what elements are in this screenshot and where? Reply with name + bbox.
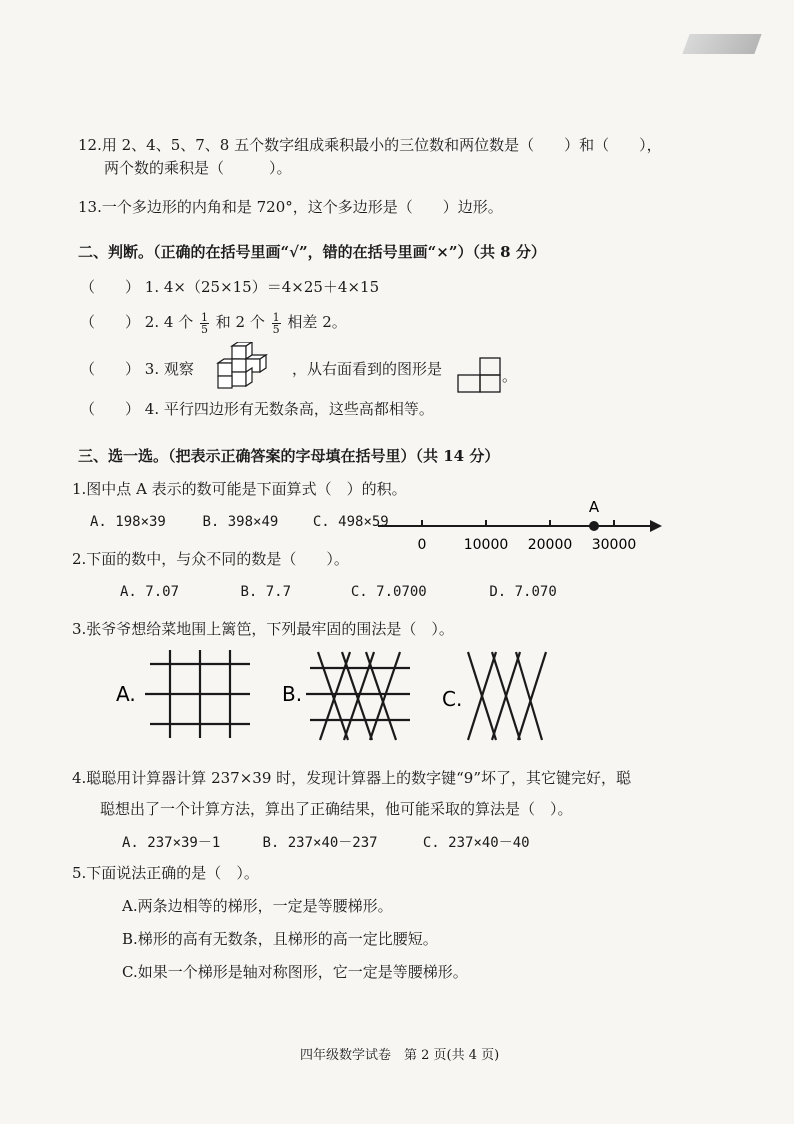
judge-item-1 [80,276,379,297]
choice-q5-option-a[interactable]: A.两条边相等的梯形，一定是等腰梯形。 [122,897,393,915]
option-a[interactable]: A. 7.07 [120,584,180,600]
fence-label-c[interactable]: C. [442,687,463,711]
option-c[interactable]: C. 498×59 [312,514,389,530]
option-b[interactable]: B. 398×49 [202,514,279,530]
option-a[interactable]: A. 237×39－1 [122,835,221,851]
answer-paren[interactable]: （ ） [80,360,141,378]
choice-q5-stem: 5.下面说法正确的是（ ）。 [72,864,259,882]
judge-item-3 [80,358,194,379]
tick-label: 30000 [591,537,637,553]
judge-item-2-text-c: 相差 2。 [287,313,347,331]
tick-label: 10000 [463,537,509,553]
fence-label-b[interactable]: B. [282,682,303,706]
judge-item-1-text: 1. 4×（25×15）＝4×25＋4×15 [144,278,380,296]
judge-item-3-text-c: 。 [502,367,518,385]
right-view-figure [456,356,502,394]
section-3-heading: 三、选一选。（把表示正确答案的字母填在括号里）（共 14 分） [78,447,500,465]
choice-q2-stem: 2.下面的数中，与众不同的数是（ ）。 [72,550,349,568]
choice-q4-stem-line2: 聪想出了一个计算方法，算出了正确结果，他可能采取的算法是（ ）。 [100,800,573,818]
choice-q2-options [120,584,557,600]
question-13: 13.一个多边形的内角和是 720°，这个多边形是（ ）边形。 [78,198,503,216]
fraction [200,312,209,335]
option-c[interactable]: C. 237×40－40 [422,835,530,851]
choice-q4-stem-line1: 4.聪聪用计算器计算 237×39 时，发现计算器上的数字键“9”坏了，其它键完好，聪 [72,769,632,787]
tick-label: 20000 [527,537,573,553]
fraction-denominator: 5 [200,322,208,336]
fence-figures [110,646,560,746]
option-d[interactable]: D. 7.070 [489,584,557,600]
fraction-numerator: 1 [272,310,280,324]
option-b[interactable]: B. 7.7 [240,584,292,600]
judge-item-2-text-a: 2. 4 个 [144,313,194,331]
section-2-heading: 二、判断。（正确的在括号里画“√”，错的在括号里画“×”）（共 8 分） [78,243,546,261]
fraction-numerator: 1 [200,310,208,324]
point-a-marker [589,521,599,531]
choice-q5-option-b[interactable]: B.梯形的高有无数条，且梯形的高一定比腰短。 [122,930,438,948]
choice-q4-options [122,832,530,852]
answer-paren[interactable]: （ ） [80,313,141,331]
fraction-denominator: 5 [272,322,280,336]
fence-c-diagonals [468,652,546,740]
fence-label-a[interactable]: A. [116,682,136,706]
judge-item-4-text: 4. 平行四边形有无数条高，这些高都相等。 [144,400,434,418]
choice-q5-option-c[interactable]: C.如果一个梯形是轴对称图形，它一定是等腰梯形。 [122,963,468,981]
number-line [370,494,670,556]
option-c[interactable]: C. 7.0700 [350,584,427,600]
page-footer: 四年级数学试卷 第 2 页(共 4 页) [300,1048,500,1063]
answer-paren[interactable]: （ ） [80,278,141,296]
answer-paren[interactable]: （ ） [80,400,141,418]
judge-item-2-text-b: 和 2 个 [215,313,265,331]
fence-b-lattice [306,652,410,740]
choice-q1-stem: 1.图中点 A 表示的数可能是下面算式（ ）的积。 [72,480,407,498]
question-12-line2: 两个数的乘积是（ ）。 [104,159,292,177]
cube-stack-figure [210,342,274,392]
scan-corner-shadow [682,34,761,54]
judge-item-4 [80,398,434,419]
choice-q1-options [90,514,389,530]
option-a[interactable]: A. 198×39 [90,514,166,530]
fraction [272,312,281,335]
judge-item-2 [80,311,347,335]
judge-item-3-text-b: ，从右面看到的图形是 [292,360,443,378]
tick-label: 0 [417,537,427,553]
option-b[interactable]: B. 237×40－237 [262,835,378,851]
point-a-label: A [588,498,600,516]
fence-a-grid [145,650,250,738]
choice-q3-stem: 3.张爷爷想给菜地围上篱笆，下列最牢固的围法是（ ）。 [72,620,454,638]
judge-item-3-text-a: 3. 观察 [144,360,194,378]
question-12-line1: 12.用 2、4、5、7、8 五个数字组成乘积最小的三位数和两位数是（ ）和（ ）， [78,136,662,154]
